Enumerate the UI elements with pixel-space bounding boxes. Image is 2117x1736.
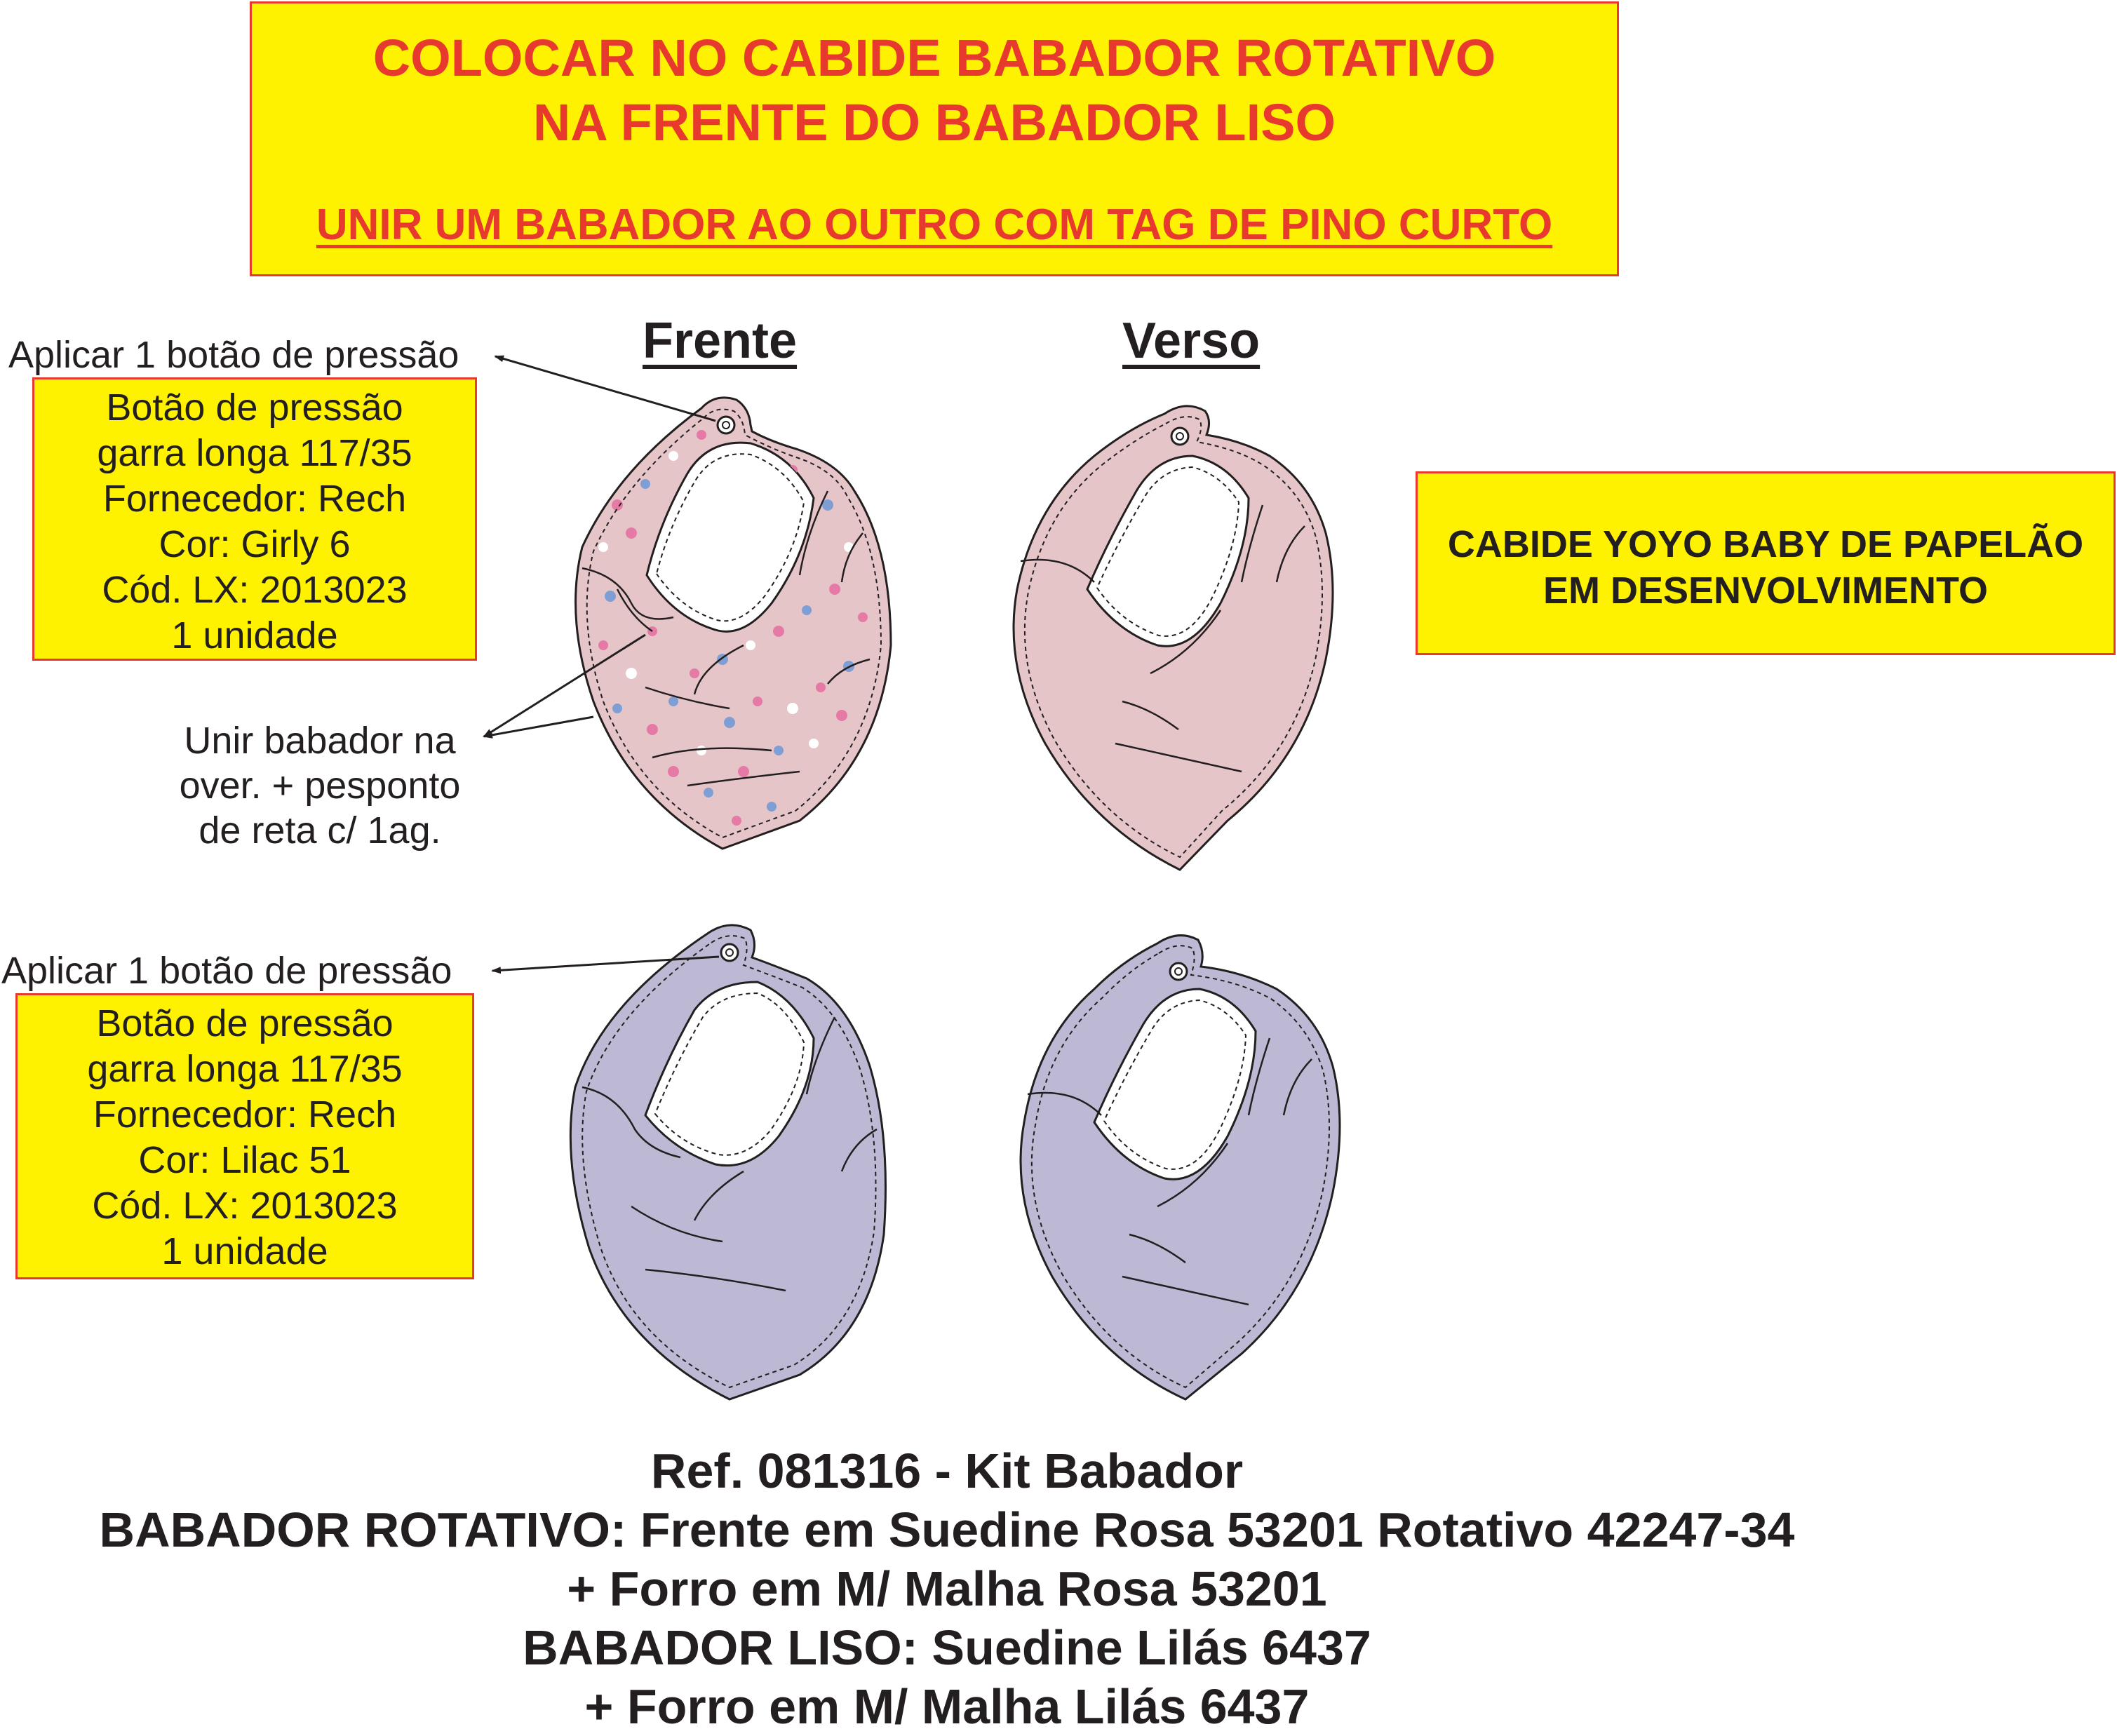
- spec-line: garra longa 117/35: [87, 1048, 403, 1090]
- spec-line: Fornecedor: Rech: [102, 478, 407, 520]
- spec-line: Botão de pressão: [96, 1002, 394, 1044]
- spec-box-pink: [32, 377, 477, 661]
- join-note-line: over. + pesponto: [179, 765, 461, 807]
- spec-line: 1 unidade: [161, 1230, 328, 1272]
- spec-line: Cor: Girly 6: [159, 523, 351, 565]
- spec-line: Cor: Lilac 51: [138, 1139, 351, 1181]
- spec-line: garra longa 117/35: [97, 432, 412, 474]
- footer-line: BABADOR LISO: Suedine Lilás 6437: [523, 1620, 1371, 1675]
- spec-line: Botão de pressão: [106, 386, 403, 429]
- join-note: [159, 718, 481, 853]
- footer-line: + Forro em M/ Malha Lilás 6437: [584, 1679, 1310, 1734]
- bib-pink-back: [1014, 406, 1333, 870]
- spec-box-lilac: [15, 993, 474, 1279]
- footer-line: BABADOR ROTATIVO: Frente em Suedine Rosa 53201 Rotativo 42247-34: [99, 1502, 1795, 1557]
- title-line-1: COLOCAR NO CABIDE BABADOR ROTATIVO: [372, 29, 1496, 87]
- snap-note-pink: Aplicar 1 botão de pressão: [8, 334, 459, 376]
- snap-note-lilac: Aplicar 1 botão de pressão: [1, 950, 452, 992]
- footer-specs: [0, 1441, 1894, 1736]
- spec-line: Fornecedor: Rech: [93, 1094, 397, 1136]
- snap-button-icon: [718, 417, 734, 433]
- join-note-line: Unir babador na: [184, 720, 456, 762]
- hanger-note-box: [1416, 471, 2116, 655]
- footer-ref: Ref. 081316 - Kit Babador: [650, 1444, 1244, 1498]
- spec-line: Cód. LX: 2013023: [102, 569, 408, 611]
- heading-front: Frente: [643, 313, 798, 369]
- footer-line: + Forro em M/ Malha Rosa 53201: [567, 1561, 1327, 1616]
- snap-button-icon: [1170, 963, 1187, 980]
- title-line-2: NA FRENTE DO BABADOR LISO: [532, 93, 1336, 152]
- bib-lilac-back: [1021, 936, 1340, 1399]
- title-line-3: UNIR UM BABADOR AO OUTRO COM TAG DE PINO CURTO: [316, 201, 1553, 249]
- hanger-note-line: CABIDE YOYO BABY DE PAPELÃO: [1447, 523, 2084, 565]
- bib-pink-front: [576, 398, 891, 849]
- snap-button-icon: [721, 944, 738, 961]
- spec-line: Cód. LX: 2013023: [92, 1185, 398, 1227]
- spec-line: 1 unidade: [171, 614, 338, 657]
- bib-lilac-front: [570, 925, 885, 1399]
- join-note-line: de reta c/ 1ag.: [199, 809, 441, 852]
- title-banner: [250, 1, 1619, 276]
- heading-back: Verso: [1122, 313, 1261, 369]
- snap-button-icon: [1171, 428, 1188, 445]
- hanger-note-line: EM DESENVOLVIMENTO: [1543, 570, 1989, 612]
